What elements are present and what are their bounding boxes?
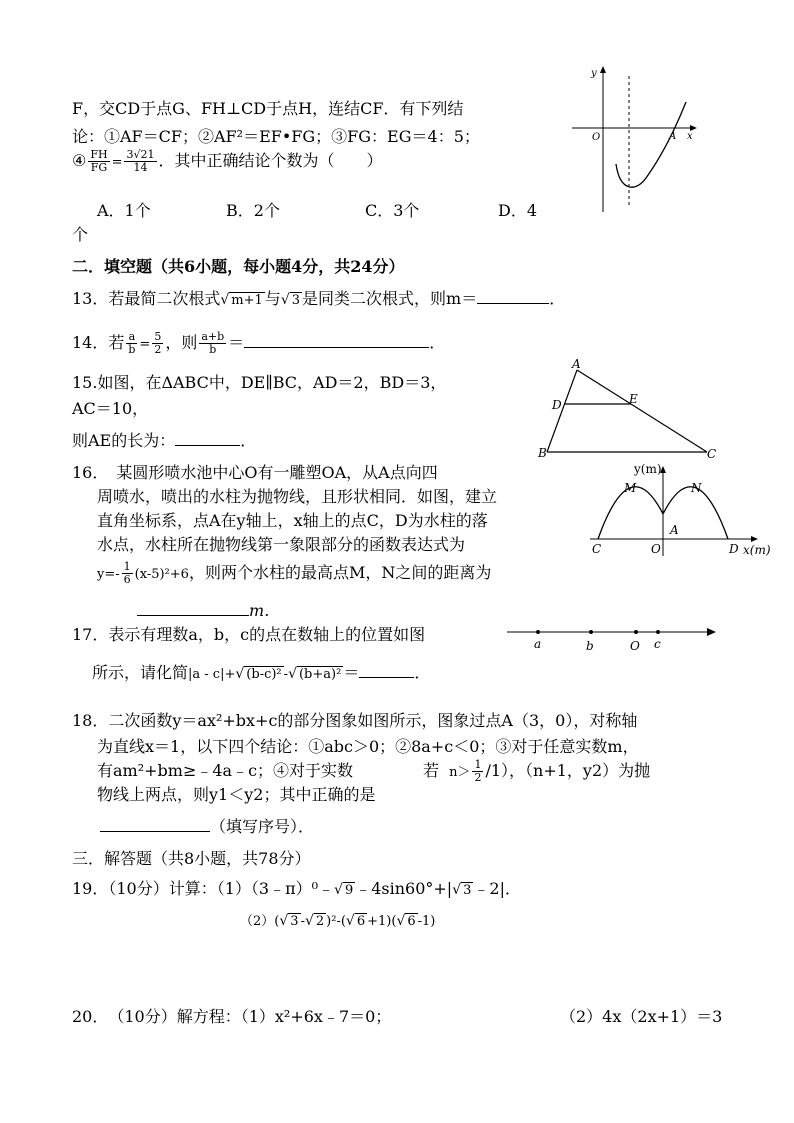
radical-sign-icon: √ xyxy=(288,666,297,682)
side-ac xyxy=(577,370,707,452)
q15-line2: AC＝10， xyxy=(72,399,149,418)
label-C: C xyxy=(707,447,717,461)
label-O: O xyxy=(651,542,661,556)
x-axis-arrow xyxy=(751,536,758,542)
number-line-figure xyxy=(505,620,720,654)
radical-sign-icon: √ xyxy=(396,913,406,929)
label-C: C xyxy=(592,542,602,556)
q13: 13．若最简二次根式√ m+1 与√ 3 是同类二次根式，则m＝ ． xyxy=(72,289,566,308)
q18-answer-blank[interactable] xyxy=(100,815,210,832)
q16-line4: 水点，水柱所在抛物线第一象限部分的函数表达式为 xyxy=(97,535,466,554)
q12-option-c: C．3个 xyxy=(365,201,420,220)
label-o: O xyxy=(592,132,601,143)
fountain-figure xyxy=(586,456,782,566)
q18-line3: 有am²+bm≥﹣4a﹣c；④对于实数 若 n＞ $\frac{1}{2}$ /1），（n+1，y2）为抛 xyxy=(97,758,651,784)
q17-line1: 17．表示有理数a，b，c的点在数轴上的位置如图 xyxy=(72,625,426,644)
point-c xyxy=(656,630,660,634)
fraction-a-b: $\frac{a}{b}$ xyxy=(128,330,136,356)
radical-3: 3 xyxy=(291,293,301,308)
radical-b-minus-c-squared: (b-c)² xyxy=(246,667,282,682)
label-x-axis: x(m) xyxy=(743,543,771,557)
fraction-apb-b: $\frac{a+b}{b}$ xyxy=(201,330,225,356)
label-y: y xyxy=(591,68,597,79)
radical-sign-icon: √ xyxy=(280,292,290,308)
radical-9: 9 xyxy=(344,883,354,898)
section2-heading: 二．填空题（共6小题，每小题4分，共24分） xyxy=(72,257,405,276)
label-D: D xyxy=(552,398,562,412)
label-E: E xyxy=(629,392,638,406)
fraction-5-2: $\frac{5}{2}$ xyxy=(154,330,162,356)
q15-line1: 15.如图，在ΔABC中，DE∥BC，AD＝2，BD＝3， xyxy=(72,373,447,392)
fraction-1-6: $\frac{1}{6}$ xyxy=(123,560,131,586)
q12-choice4: ④ $\frac{FH}{FG}$ = $\frac{3√21}{14}$ ．其中正确结论个数为（ ） xyxy=(72,148,383,174)
q18-line5: （填写序号）． xyxy=(100,814,314,837)
q16-line6: m． xyxy=(137,598,280,621)
q14: 14．若 $\frac{a}{b}$ = $\frac{5}{2}$ ，则 $\frac{a+b}{b}$ ＝ ． xyxy=(72,330,446,356)
triangle-figure xyxy=(535,356,725,462)
fraction-3sqrt21-14: $\frac{3√21}{14}$ xyxy=(126,148,155,174)
q14-answer-blank[interactable] xyxy=(244,331,429,348)
label-y-axis: y(m) xyxy=(634,462,662,476)
radical-b-plus-a-squared: (b+a)² xyxy=(298,667,342,682)
point-a xyxy=(536,630,540,634)
label-c: c xyxy=(654,637,661,651)
parabola-figure xyxy=(566,62,701,214)
q20-part2: （2）4x（2x+1）＝3 xyxy=(560,1007,723,1026)
q17-line2: 所示，请化简|a - c|+√ (b-c)² -√ (b+a)² ＝ ． xyxy=(92,663,431,682)
label-a: a xyxy=(534,637,542,651)
fraction-1-2: $\frac{1}{2}$ xyxy=(474,758,482,784)
radical-2: 2 xyxy=(315,914,325,929)
number-line-arrow xyxy=(707,628,716,636)
radical-3-abs: 3 xyxy=(463,883,472,898)
label-x: x xyxy=(687,131,693,142)
q18-line1: 18．二次函数y＝ax²+bx+c的部分图象如图所示，图象过点A（3，0），对称轴 xyxy=(72,711,638,730)
label-O: O xyxy=(630,639,640,653)
q12-option-a: A．1个 xyxy=(97,201,151,220)
q16-line3: 直角坐标系，点A在y轴上，x轴上的点C，D为水柱的落 xyxy=(97,511,488,530)
q19-line2: （2）(√ 3 -√ 2 )²-(√ 6 +1)(√ 6 -1) xyxy=(240,913,436,929)
radical-sign-icon: √ xyxy=(452,882,462,898)
q16-line1: 16． 某圆形喷水池中心O有一雕塑OA，从A点向四 xyxy=(72,463,438,482)
label-A: A xyxy=(572,357,581,371)
radical-sign-icon: √ xyxy=(279,913,289,929)
q15-line3: 则AE的长为： ． xyxy=(72,431,257,450)
radical-sign-icon: √ xyxy=(304,913,314,929)
radical-3b: 3 xyxy=(290,914,299,929)
q12-line1: F，交CD于点G、FH⊥CD于点H，连结CF．有下列结 xyxy=(72,99,464,118)
section3-heading: 三．解答题（共8小题，共78分） xyxy=(72,849,311,868)
radical-sign-icon: √ xyxy=(235,666,245,682)
q12-option-wrap: 个 xyxy=(72,225,89,244)
q18-line4: 物线上两点，则y1＜y2；其中正确的是 xyxy=(97,785,376,804)
label-D: D xyxy=(729,542,739,556)
q12-option-b: B．2个 xyxy=(226,201,280,220)
q15-answer-blank[interactable] xyxy=(175,429,240,446)
q13-answer-blank[interactable] xyxy=(477,287,549,304)
q19-line1: 19．（10分）计算：（1）（3﹣π）⁰﹣√ 9 ﹣4sin60°+|√ 3 ﹣2|． xyxy=(72,879,521,898)
radical-sign-icon: √ xyxy=(334,882,343,898)
point-o xyxy=(634,630,638,634)
q12-line2: 论：①AF＝CF；②AF²＝EF•FG；③FG：EG＝4：5； xyxy=(72,127,480,146)
q17-answer-blank[interactable] xyxy=(359,661,414,678)
label-B: B xyxy=(538,446,547,460)
label-A: A xyxy=(670,523,679,537)
q18-line2: 为直线x＝1，以下四个结论：①abc＞0；②8a+c＜0；③对于任意实数m， xyxy=(97,737,639,756)
label-a: A xyxy=(669,131,677,142)
q12-option-d: D．4 xyxy=(498,201,538,220)
radical-sign-icon: √ xyxy=(220,292,230,308)
label-N: N xyxy=(691,481,702,495)
q16-answer-blank[interactable] xyxy=(137,599,249,616)
point-b xyxy=(589,630,593,634)
q20-part1: 20． （10分）解方程：（1）x²+6x﹣7＝0； xyxy=(72,1007,392,1026)
y-axis-arrow xyxy=(600,66,606,73)
radical-m-plus-1: m+1 xyxy=(231,293,263,308)
fraction-fh-fg: $\frac{FH}{FG}$ xyxy=(90,148,108,174)
label-b: b xyxy=(586,639,594,653)
label-M: M xyxy=(624,481,637,495)
radical-sign-icon: √ xyxy=(345,913,355,929)
radical-6a: 6 xyxy=(356,914,366,929)
parabola-curve xyxy=(616,102,686,187)
q16-line5: y=- $\frac{1}{6}$ (x-5)²+6，则两个水柱的最高点M，N之间的距离为 xyxy=(97,560,492,586)
q16-line2: 周喷水，喷出的水柱为抛物线，且形状相同．如图，建立 xyxy=(97,487,498,506)
radical-6b: 6 xyxy=(407,914,416,929)
